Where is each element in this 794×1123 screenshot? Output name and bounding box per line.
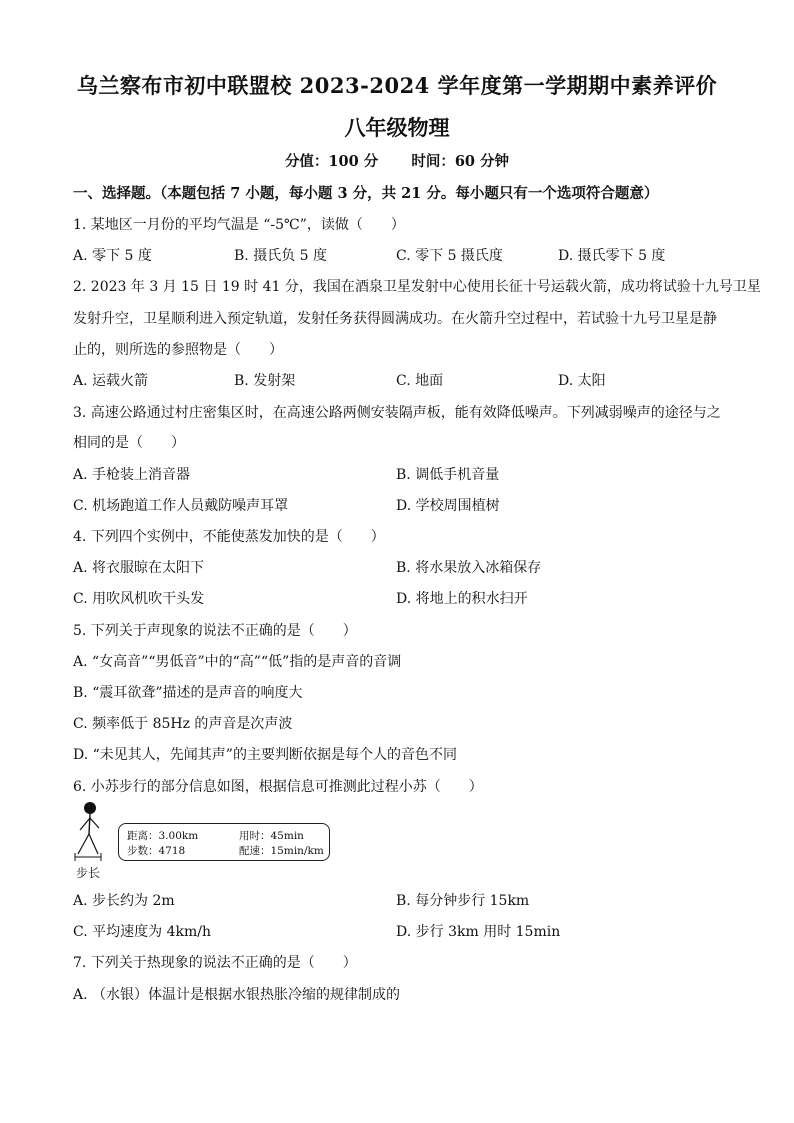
q1-option-c: C. 零下 5 摄氏度 xyxy=(396,248,503,264)
q2-stem-line-1: 2. 2023 年 3 月 15 日 19 时 41 分，我国在酒泉卫星发射中心使用长征十号运载火箭，成功将试验十九号卫星 xyxy=(73,279,761,295)
q3-option-b: B. 调低手机音量 xyxy=(396,467,500,483)
q4-option-b: B. 将水果放入冰箱保存 xyxy=(396,560,542,576)
exam-subtitle: 八年级物理 xyxy=(344,115,450,140)
q4-option-d: D. 将地上的积水扫开 xyxy=(396,591,528,607)
steps-stat: 步数：4718 xyxy=(127,845,186,857)
q2-stem-line-2: 发射升空，卫星顺利进入预定轨道，发射任务获得圆满成功。在火箭升空过程中，若试验十九号卫星是静 xyxy=(73,311,717,327)
walker-head xyxy=(84,802,96,814)
q2-option-d: D. 太阳 xyxy=(558,373,606,389)
q3-stem-line-1: 3. 高速公路通过村庄密集区时，在高速公路两侧安装隔声板，能有效降低噪声。下列减弱噪声的途径与之 xyxy=(73,405,721,421)
q5-option-b: B. “震耳欲聋”描述的是声音的响度大 xyxy=(73,685,303,701)
q5-option-a: A. “女高音”“男低音”中的“高”“低”指的是声音的音调 xyxy=(73,654,402,670)
q1-stem: 1. 某地区一月份的平均气温是 “-5℃”，读做（ ） xyxy=(73,217,405,233)
q3-stem-line-2: 相同的是（ ） xyxy=(73,435,185,451)
q7-option-a: A. （水银）体温计是根据水银热胀冷缩的规律制成的 xyxy=(73,987,401,1003)
distance-stat: 距离：3.00km xyxy=(127,830,199,842)
q6-option-a: A. 步长约为 2m xyxy=(73,893,175,909)
exam-meta xyxy=(0,150,794,171)
q1-option-a: A. 零下 5 度 xyxy=(73,248,152,264)
q6-option-c: C. 平均速度为 4km/h xyxy=(73,924,211,940)
q4-option-c: C. 用吹风机吹干头发 xyxy=(73,591,205,607)
q6-option-d: D. 步行 3km 用时 15min xyxy=(396,924,561,940)
stride-label: 步长 xyxy=(76,866,101,880)
duration-stat: 用时：45min xyxy=(239,830,304,842)
q2-option-c: C. 地面 xyxy=(396,373,444,389)
q6-option-b: B. 每分钟步行 15km xyxy=(396,893,530,909)
q1-option-b: B. 摄氏负 5 度 xyxy=(234,248,327,264)
q2-stem-line-3: 止的，则所选的参照物是（ ） xyxy=(73,342,283,358)
q1-option-d: D. 摄氏零下 5 度 xyxy=(558,248,666,264)
q5-option-c: C. 频率低于 85Hz 的声音是次声波 xyxy=(73,716,293,732)
exam-title: 乌兰察布市初中联盟校 2023-2024 学年度第一学期期中素养评价 xyxy=(76,73,718,98)
section-heading: 一、选择题。（本题包括 7 小题，每小题 3 分，共 21 分。每小题只有一个选项符合题意） xyxy=(73,185,659,202)
q3-option-c: C. 机场跑道工作人员戴防噪声耳罩 xyxy=(73,498,289,514)
q5-stem: 5. 下列关于声现象的说法不正确的是（ ） xyxy=(73,623,357,639)
walker-figure xyxy=(68,800,114,864)
q2-option-a: A. 运载火箭 xyxy=(73,373,149,389)
q2-option-b: B. 发射架 xyxy=(234,373,296,389)
q7-stem: 7. 下列关于热现象的说法不正确的是（ ） xyxy=(73,955,357,971)
walking-stats-card xyxy=(118,823,330,861)
pace-stat: 配速：15min/km xyxy=(239,845,324,857)
q6-stem: 6. 小苏步行的部分信息如图，根据信息可推测此过程小苏（ ） xyxy=(73,779,483,795)
q4-stem: 4. 下列四个实例中，不能使蒸发加快的是（ ） xyxy=(73,529,385,545)
time-label: 时间：60 分钟 xyxy=(411,153,510,170)
q3-option-a: A. 手枪装上消音器 xyxy=(73,467,191,483)
q5-option-d: D. “未见其人，先闻其声”的主要判断依据是每个人的音色不同 xyxy=(73,747,457,763)
q3-option-d: D. 学校周围植树 xyxy=(396,498,500,514)
q4-option-a: A. 将衣服晾在太阳下 xyxy=(73,560,205,576)
score-label: 分值：100 分 xyxy=(284,153,379,170)
